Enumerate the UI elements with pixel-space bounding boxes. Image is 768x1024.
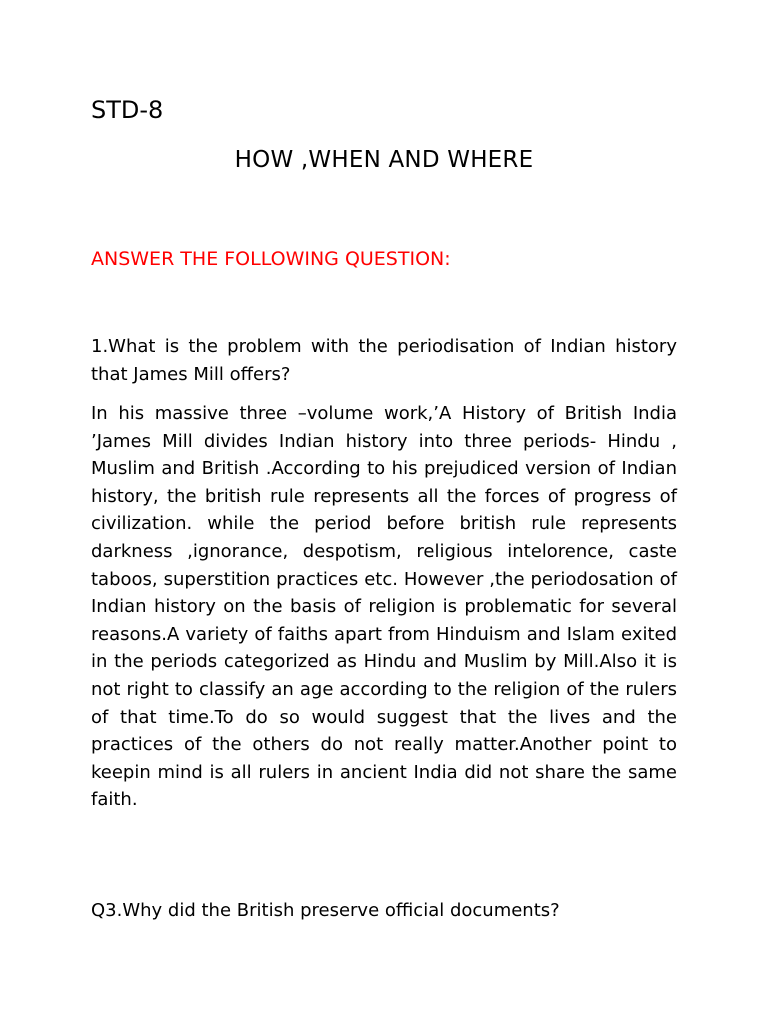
question-3: Q3.Why did the British preserve official documents? (91, 900, 560, 921)
instruction-heading: ANSWER THE FOLLOWING QUESTION: (91, 248, 451, 270)
chapter-title: HOW ,WHEN AND WHERE (234, 147, 534, 173)
grade-label: STD-8 (91, 96, 164, 124)
answer-1: In his massive three –volume work,’A History of British India ’James Mill divides Indian history into three periods- Hindu , Muslim and British .According to his prejudiced version of Indian history, the british rule represents all the forces of progress of civilization. while the period before british rule represents darkness ,ignorance, despotism, religious intelorence, caste taboos, superstition practices etc. However ,the periodosation of Indian history on the basis of religion is problematic for several reasons.A variety of faiths apart from Hinduism and Islam exited in the periods categorized as Hindu and Muslim by Mill.Also it is not right to classify an age according to the religion of the rulers of that time.To do so would suggest that the lives and the practices of the others do not really matter.Another point to keepin mind is all rulers in ancient India did not share the same faith. (91, 403, 677, 811)
question-1: 1.What is the problem with the periodisation of Indian history that James Mill offers? (91, 336, 677, 385)
